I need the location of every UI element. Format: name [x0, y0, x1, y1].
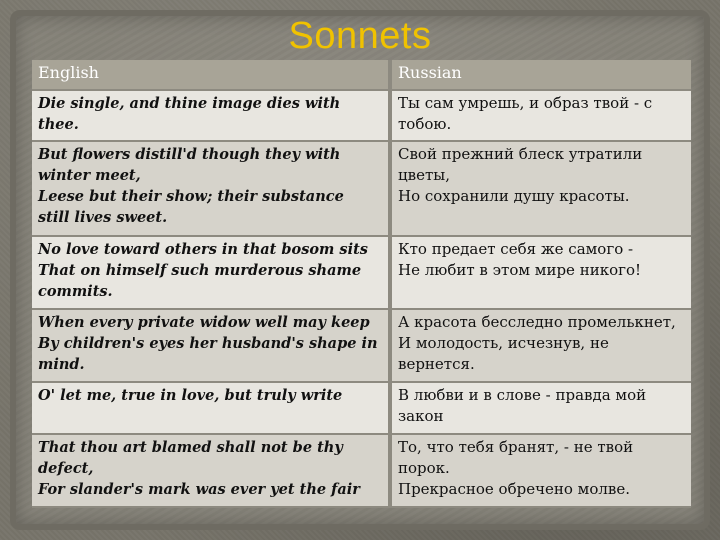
- russian-line: В любви и в слове - правда мой: [398, 386, 647, 404]
- english-line: That thou art blamed shall not be thy: [38, 439, 343, 456]
- english-cell: [32, 90, 390, 141]
- slide-title: Sonnets: [288, 15, 432, 57]
- table-row: [32, 434, 691, 507]
- russian-line: Не любит в этом мире никого!: [398, 261, 642, 279]
- russian-line: закон: [398, 407, 444, 425]
- english-line: Leese but their show; their substance: [38, 188, 344, 205]
- table-row: [32, 309, 691, 382]
- russian-cell: [390, 90, 691, 141]
- russian-cell: [390, 236, 691, 309]
- russian-line: И молодость, исчезнув, не: [398, 334, 609, 352]
- english-line: defect,: [38, 460, 94, 477]
- english-line: winter meet,: [38, 167, 141, 184]
- english-line: Die single, and thine image dies with: [38, 95, 341, 112]
- table-row: [32, 236, 691, 309]
- english-line: commits.: [38, 283, 113, 300]
- english-line: But flowers distill'd though they with: [38, 146, 341, 163]
- russian-line: цветы,: [398, 166, 450, 184]
- sonnets-table: [32, 60, 691, 508]
- table-header-row: [32, 60, 691, 90]
- russian-line: Ты сам умрешь, и образ твой - с: [398, 94, 653, 112]
- table-row: [32, 141, 691, 236]
- russian-line: порок.: [398, 459, 450, 477]
- english-cell: [32, 434, 390, 507]
- table-row: [32, 382, 691, 434]
- english-cell: [32, 236, 390, 309]
- english-cell: [32, 309, 390, 382]
- english-line: still lives sweet.: [38, 209, 168, 226]
- table-row: [32, 90, 691, 141]
- russian-line: А красота бесследно промелькнет,: [398, 313, 676, 331]
- russian-cell: [390, 141, 691, 236]
- russian-line: вернется.: [398, 355, 475, 373]
- russian-cell: [390, 382, 691, 434]
- header-english: English: [32, 60, 390, 90]
- english-line: By children's eyes her husband's shape in: [38, 335, 378, 352]
- russian-line: тобою.: [398, 115, 452, 133]
- english-line: mind.: [38, 356, 85, 373]
- russian-line: То, что тебя бранят, - не твой: [398, 438, 634, 456]
- english-line: O' let me, true in love, but truly write: [38, 387, 343, 404]
- english-line: thee.: [38, 116, 79, 133]
- russian-line: Свой прежний блеск утратили: [398, 145, 643, 163]
- english-line: When every private widow well may keep: [38, 314, 370, 331]
- russian-line: Но сохранили душу красоты.: [398, 187, 630, 205]
- english-cell: [32, 141, 390, 236]
- russian-line: Прекрасное обречено молве.: [398, 480, 631, 498]
- russian-cell: [390, 434, 691, 507]
- english-line: No love toward others in that bosom sits: [38, 241, 368, 258]
- header-russian: Russian: [390, 60, 691, 90]
- english-line: For slander's mark was ever yet the fair: [38, 481, 360, 498]
- russian-cell: [390, 309, 691, 382]
- english-cell: [32, 382, 390, 434]
- russian-line: Кто предает себя же самого -: [398, 240, 634, 258]
- english-line: That on himself such murderous shame: [38, 262, 362, 279]
